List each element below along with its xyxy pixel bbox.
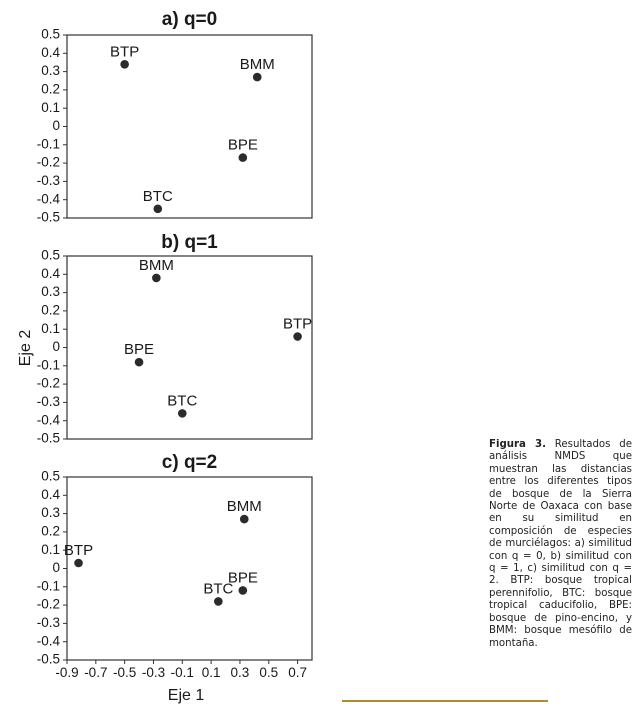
y-tick-label: 0.2: [41, 302, 60, 318]
plot-frame: [67, 256, 312, 439]
chart-title: b) q=1: [161, 232, 218, 254]
plot-frame: [67, 477, 312, 660]
x-tick-label: -0.9: [55, 665, 79, 680]
y-tick-label: -0.3: [36, 614, 60, 630]
x-tick-label: 0.3: [230, 665, 250, 680]
chart-title: a) q=0: [161, 9, 218, 31]
point-label-btp: BTP: [63, 542, 94, 560]
chart-panel-1: [37, 9, 312, 225]
y-tick-label: -0.2: [36, 154, 60, 170]
point-label-bpe: BPE: [227, 569, 258, 587]
y-tick-label: 0.4: [41, 486, 60, 502]
y-tick-label: 0.2: [41, 81, 60, 97]
y-tick-label: 0.3: [41, 505, 60, 521]
figure-caption: [489, 439, 632, 650]
y-tick-label: -0.3: [36, 172, 60, 188]
data-point-btp: [120, 60, 129, 69]
y-tick-label: -0.4: [36, 412, 60, 428]
data-point-btp: [74, 559, 83, 568]
x-axis-label: Eje 1: [167, 687, 205, 705]
y-tick-label: 0.3: [41, 284, 60, 300]
point-label-bpe: BPE: [227, 136, 258, 154]
decorative-rule: [342, 700, 548, 702]
x-tick-label: -0.3: [141, 665, 166, 680]
data-point-bpe: [135, 358, 144, 367]
data-point-btc: [153, 205, 162, 214]
y-tick-label: 0.3: [41, 63, 60, 79]
data-point-btp: [293, 332, 302, 341]
y-tick-label: -0.5: [36, 651, 60, 667]
y-tick-label: -0.1: [36, 578, 60, 594]
x-tick-label: 0.5: [259, 665, 279, 680]
y-tick-label: 0.5: [41, 468, 60, 484]
y-tick-label: 0.2: [41, 523, 60, 539]
data-point-bpe: [239, 586, 248, 595]
point-label-btp: BTP: [282, 315, 313, 333]
y-tick-label: -0.4: [36, 191, 60, 207]
y-tick-label: 0: [52, 118, 60, 134]
data-point-btc: [214, 597, 223, 606]
x-tick-label: -0.1: [170, 665, 194, 680]
y-tick-label: 0.4: [41, 265, 60, 281]
y-tick-label: -0.2: [36, 375, 60, 391]
plot-frame: [67, 35, 312, 218]
x-tick-label: -0.5: [113, 665, 137, 680]
point-label-bmm: BMM: [138, 256, 174, 274]
point-label-bmm: BMM: [239, 56, 275, 74]
data-point-bmm: [152, 274, 161, 283]
y-tick-label: -0.5: [36, 209, 60, 225]
chart-panel-2: [37, 232, 312, 446]
y-tick-label: -0.3: [36, 393, 60, 409]
y-tick-label: 0.5: [41, 26, 60, 42]
data-point-btc: [178, 409, 187, 418]
data-point-bmm: [240, 515, 249, 524]
data-point-bmm: [253, 73, 262, 82]
chart-panel-3: [37, 452, 312, 680]
point-label-bpe: BPE: [124, 341, 155, 359]
y-tick-label: 0.1: [41, 99, 60, 115]
data-point-bpe: [239, 153, 248, 162]
y-tick-label: -0.1: [36, 136, 60, 152]
y-tick-label: -0.5: [36, 430, 60, 446]
caption-text: Resultados de análisis NMDS que muestran las distancias entre los diferentes tipos de bosque de la Sierra Norte de Oaxaca con base en su similitud en composición de especies de murciélagos: a) similitud con q = 0, b) similitud con q = 1, c) similitud con q = 2. BTP: bosque tropical perennifolio, BTC: bosque tropical caducifolio, BPE: bosque de pino-encino, y BMM: bosque mesófilo de montaña.: [489, 439, 632, 649]
x-tick-label: 0.1: [201, 665, 221, 680]
y-tick-label: -0.2: [36, 596, 60, 612]
y-tick-label: 0.1: [41, 320, 60, 336]
y-tick-label: -0.4: [36, 633, 60, 649]
y-tick-label: 0.5: [41, 247, 60, 263]
x-tick-label: 0.7: [288, 665, 307, 680]
chart-title: c) q=2: [161, 452, 218, 474]
y-tick-label: 0.1: [41, 541, 60, 557]
caption-figure-label: Figura 3.: [489, 439, 546, 450]
y-tick-label: -0.1: [36, 357, 60, 373]
y-tick-label: 0: [52, 560, 60, 576]
y-tick-label: 0.4: [41, 44, 60, 60]
point-label-btc: BTC: [142, 187, 173, 205]
point-label-btc: BTC: [167, 392, 198, 410]
y-tick-label: 0: [52, 339, 60, 355]
point-label-btp: BTP: [110, 43, 140, 61]
y-axis-label: Eje 2: [17, 329, 35, 367]
point-label-btc: BTC: [203, 580, 234, 598]
point-label-bmm: BMM: [226, 498, 262, 516]
x-tick-label: -0.7: [84, 665, 108, 680]
